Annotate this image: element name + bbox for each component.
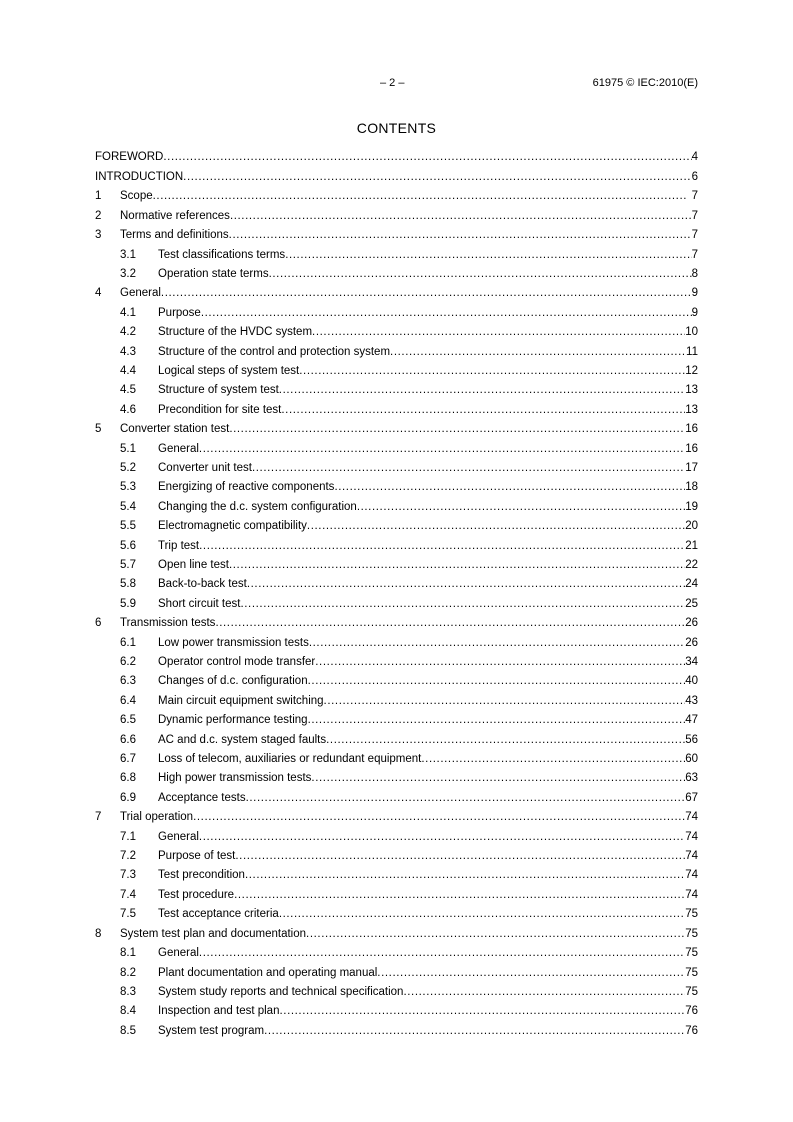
dot-leader [240,598,685,610]
toc-entry-number: 3 [95,229,102,241]
dot-leader [269,268,692,280]
dot-leader [264,1025,685,1037]
toc-entry-number: 5.5 [120,520,136,533]
toc-entry[interactable] [95,559,698,578]
toc-entry-page: 67 [685,791,698,804]
toc-entry-page: 19 [685,500,698,513]
dot-leader [279,384,685,396]
toc-entry-label: Converter unit test [158,462,252,475]
dot-leader [334,481,685,493]
toc-entry[interactable] [95,617,698,637]
toc-entry[interactable] [95,578,698,597]
toc-entry-label: Operator control mode transfer [158,656,316,669]
dot-leader [324,695,686,707]
toc-entry-number: 5.9 [120,597,136,610]
toc-entry[interactable] [95,850,698,869]
toc-entry[interactable] [95,268,698,287]
toc-entry[interactable] [95,462,698,481]
dot-leader [308,714,686,726]
toc-entry-label: Transmission tests [120,617,216,630]
toc-entry[interactable] [95,171,698,191]
dot-leader [183,171,691,183]
toc-entry[interactable] [95,346,698,365]
toc-entry-number: 4.4 [120,364,136,377]
toc-entry-number: 4.3 [120,345,136,358]
toc-entry-page: 4 [691,151,698,163]
toc-entry-page: 26 [685,636,698,649]
toc-entry[interactable] [95,151,698,171]
toc-entry-label: Short circuit test [158,597,241,610]
toc-entry[interactable] [95,481,698,500]
toc-entry-number: 3.2 [120,267,136,280]
toc-entry-number: 6.4 [120,694,136,707]
dot-leader [326,734,685,746]
dot-leader [247,578,685,590]
toc-entry-number: 6.8 [120,772,136,785]
toc-entry-number: 8.3 [120,985,136,998]
toc-entry-label: System test program [158,1024,265,1037]
dot-leader [163,151,691,163]
toc-entry-page: 34 [685,656,698,669]
dot-leader [235,850,685,862]
toc-entry[interactable] [95,501,698,520]
page-title: CONTENTS [356,120,437,136]
toc-entry-number: 7.2 [120,850,136,863]
dot-leader [246,792,686,804]
dot-leader [306,928,685,940]
toc-entry-label: Dynamic performance testing [158,714,308,727]
toc-entry-label: Normative references [120,209,230,222]
toc-entry-page: 63 [685,772,698,785]
toc-entry[interactable] [95,967,698,986]
toc-entry[interactable] [95,307,698,326]
toc-entry-page: 13 [685,403,698,416]
toc-entry-number: 2 [95,209,102,222]
dot-leader [311,772,685,784]
dot-leader [199,443,685,455]
toc-entry-page: 75 [685,927,698,940]
toc-entry[interactable] [95,229,698,249]
toc-entry-page: 13 [685,384,698,397]
toc-entry[interactable] [95,365,698,384]
dot-leader [161,287,692,299]
toc-entry-number: 5.1 [120,442,136,455]
toc-entry-page: 8 [691,267,698,280]
toc-entry-number: 8 [95,927,102,940]
toc-entry-label: General [120,287,161,300]
toc-entry[interactable] [95,1025,698,1044]
dot-leader [199,831,685,843]
toc-entry-page: 26 [685,617,698,630]
toc-entry-label: Trial operation [120,811,194,824]
toc-entry[interactable] [95,423,698,443]
toc-entry[interactable] [95,869,698,888]
toc-entry[interactable] [95,540,698,559]
toc-entry-page: 56 [685,733,698,746]
toc-entry-label: Plant documentation and operating manual [158,966,378,979]
toc-entry-label: Purpose [158,306,201,319]
toc-entry-page: 11 [686,345,698,358]
toc-entry-label: Logical steps of system test [158,364,300,377]
dot-leader [390,346,686,358]
toc-entry-label: Inspection and test plan [158,1005,280,1018]
toc-entry-number: 6.5 [120,714,136,727]
toc-entry-page: 6 [691,170,698,183]
document-id: 61975 © IEC:2010(E) [592,77,698,89]
dot-leader [193,811,685,823]
toc-entry-number: 5 [95,423,102,436]
toc-entry-page: 43 [685,694,698,707]
toc-entry[interactable] [95,637,698,656]
toc-entry-page: 74 [685,869,698,882]
toc-entry-number: 5.2 [120,462,136,475]
toc-entry-page: 7 [691,248,698,261]
dot-leader [153,190,692,202]
toc-entry[interactable] [95,695,698,714]
toc-entry-number: 1 [95,190,102,202]
toc-entry-number: 6.7 [120,752,136,765]
toc-entry-page: 74 [685,830,698,843]
toc-entry[interactable] [95,772,698,791]
toc-entry-number: 7.3 [120,869,136,882]
toc-entry-label: Back-to-back test [158,578,247,591]
dot-leader [315,656,685,668]
toc-entry[interactable] [95,831,698,850]
dot-leader [285,249,691,261]
dot-leader [377,967,685,979]
toc-entry-number: 8.2 [120,966,136,979]
toc-entry-number: 5.8 [120,578,136,591]
dot-leader [245,869,685,881]
toc-entry-number: 7.1 [120,830,136,843]
toc-entry-number: 5.3 [120,481,136,494]
toc-entry-number: 3.1 [120,248,136,261]
toc-entry-number: 8.4 [120,1005,136,1018]
toc-entry-label: FOREWORD [95,151,164,163]
dot-leader [357,501,685,513]
toc-entry-label: Terms and definitions [120,229,229,241]
toc-entry-label: Test precondition [158,869,245,882]
dot-leader [309,637,685,649]
toc-entry[interactable] [95,598,698,617]
toc-entry-label: Precondition for site test [158,403,282,416]
toc-entry-label: Low power transmission tests [158,636,309,649]
toc-entry-page: 75 [685,947,698,960]
toc-entry-number: 6.3 [120,675,136,688]
toc-entry-page: 9 [691,287,698,300]
toc-entry[interactable] [95,928,698,948]
toc-entry-number: 4 [95,287,102,300]
dot-leader [234,889,685,901]
toc-entry-label: System study reports and technical specification [158,985,404,998]
toc-entry-label: Test acceptance criteria [158,908,279,921]
toc-entry-label: Electromagnetic compatibility [158,520,307,533]
dot-leader [421,753,685,765]
toc-entry-number: 6.9 [120,791,136,804]
dot-leader [199,947,685,959]
toc-entry-page: 24 [685,578,698,591]
toc-entry-label: Converter station test [120,423,230,436]
dot-leader [229,423,685,435]
dot-leader [308,675,686,687]
toc-entry[interactable] [95,656,698,675]
dot-leader [229,229,692,241]
dot-leader [252,462,685,474]
dot-leader [307,520,685,532]
toc-entry-number: 6.6 [120,733,136,746]
toc-entry-number: 4.2 [120,326,136,339]
toc-entry-number: 4.6 [120,403,136,416]
toc-entry-label: High power transmission tests [158,772,312,785]
toc-entry-number: 5.4 [120,500,136,513]
dot-leader [201,307,692,319]
toc-entry-label: Energizing of reactive components [158,481,335,494]
toc-entry-page: 10 [685,326,698,339]
toc-entry-page: 75 [685,966,698,979]
toc-entry-number: 8.5 [120,1024,136,1037]
toc-entry[interactable] [95,734,698,753]
toc-entry-page: 74 [685,888,698,901]
dot-leader [215,617,685,629]
toc-entry-label: Loss of telecom, auxiliaries or redundant equipment [158,752,422,765]
toc-entry-page: 22 [685,558,698,571]
toc-entry[interactable] [95,249,698,268]
toc-entry-page: 21 [685,539,698,552]
toc-entry-page: 47 [685,714,698,727]
toc-entry-number: 7.5 [120,908,136,921]
toc-entry-label: Test classifications terms [158,248,286,261]
toc-entry-page: 9 [691,306,698,319]
toc-entry[interactable] [95,326,698,345]
toc-entry[interactable] [95,792,698,811]
page-number: – 2 – [380,77,405,89]
toc-entry-label: System test plan and documentation [120,927,307,940]
toc-entry-page: 75 [685,985,698,998]
toc-entry-page: 75 [685,908,698,921]
toc-entry-page: 60 [685,752,698,765]
toc-entry-label: General [158,830,199,843]
toc-entry-label: Trip test [158,539,200,552]
toc-entry[interactable] [95,947,698,966]
toc-entry-page: 76 [685,1005,698,1018]
toc-entry-label: AC and d.c. system staged faults [158,733,327,746]
toc-entry[interactable] [95,1005,698,1024]
toc-entry-page: 74 [685,850,698,863]
toc-entry-label: Acceptance tests [158,791,246,804]
toc-entry-number: 7.4 [120,888,136,901]
toc-entry-page: 12 [685,364,698,377]
toc-entry-page: 76 [685,1024,698,1037]
dot-leader [230,210,692,222]
toc-entry-label: Changing the d.c. system configuration [158,500,357,513]
toc-entry-page: 7 [691,209,698,222]
toc-entry-number: 4.5 [120,384,136,397]
dot-leader [199,540,685,552]
toc-entry-label: INTRODUCTION [95,170,184,183]
toc-entry-number: 4.1 [120,306,136,319]
dot-leader [299,365,685,377]
toc-entry-page: 7 [691,229,698,241]
dot-leader [281,404,685,416]
toc-entry-page: 74 [685,811,698,824]
toc-entry-page: 16 [685,442,698,455]
toc-entry-page: 16 [685,423,698,436]
toc-entry[interactable] [95,889,698,908]
toc-entry[interactable] [95,404,698,423]
dot-leader [312,326,685,338]
toc-entry-page: 7 [691,190,698,202]
toc-entry-label: Structure of system test [158,384,279,397]
toc-entry[interactable] [95,811,698,831]
toc-entry[interactable] [95,714,698,733]
toc-entry-number: 8.1 [120,947,136,960]
toc-entry-number: 5.7 [120,558,136,571]
page-header [0,77,793,93]
toc-entry-number: 6.2 [120,656,136,669]
toc-entry-label: General [158,947,199,960]
toc-entry[interactable] [95,287,698,307]
toc-entry-page: 40 [685,675,698,688]
toc-entry-page: 20 [685,520,698,533]
dot-leader [279,908,685,920]
toc-entry[interactable] [95,520,698,539]
toc-entry[interactable] [95,675,698,694]
toc-entry-label: Open line test [158,558,229,571]
toc-entry[interactable] [95,443,698,462]
toc-entry-label: Main circuit equipment switching [158,694,324,707]
dot-leader [279,1005,685,1017]
toc-entry-label: Operation state terms [158,267,269,280]
toc-entry-label: Structure of the control and protection system [158,345,391,358]
toc-entry-label: General [158,442,199,455]
toc-entry-label: Scope [120,190,153,202]
toc-entry-page: 17 [685,462,698,475]
toc-entry[interactable] [95,210,698,230]
toc-entry[interactable] [95,986,698,1005]
toc-entry[interactable] [95,190,698,210]
toc-entry-label: Test procedure [158,888,235,901]
toc-entry-label: Purpose of test [158,850,236,863]
toc-entry-number: 5.6 [120,539,136,552]
toc-entry-page: 18 [685,481,698,494]
toc-entry-label: Structure of the HVDC system [158,326,313,339]
toc-entry[interactable] [95,908,698,927]
table-of-contents [95,151,698,1044]
toc-entry-page: 25 [685,597,698,610]
toc-entry[interactable] [95,384,698,403]
toc-entry-number: 7 [95,811,102,824]
toc-entry-label: Changes of d.c. configuration [158,675,308,688]
toc-entry[interactable] [95,753,698,772]
dot-leader [403,986,685,998]
toc-entry-number: 6.1 [120,636,136,649]
toc-entry-number: 6 [95,617,102,630]
dot-leader [229,559,685,571]
